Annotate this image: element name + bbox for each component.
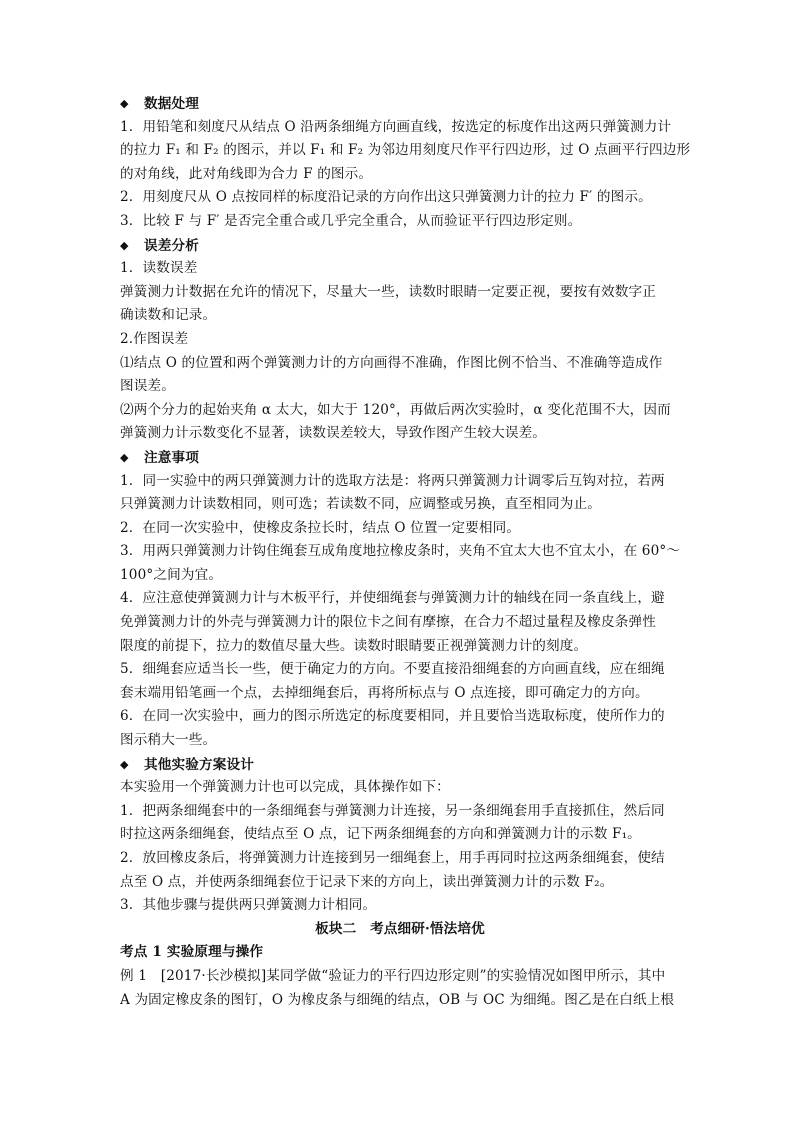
paragraph-line: 时拉这两条细绳套，使结点至 O 点，记下两条细绳套的方向和弹簧测力计的示数 F₁。 <box>120 826 641 843</box>
paragraph-line: 5．细绳套应适当长一些，便于确定力的方向。不要直接沿细绳套的方向画直线，应在细绳 <box>120 661 665 678</box>
paragraph-line: 的拉力 F₁ 和 F₂ 的图示，并以 F₁ 和 F₂ 为邻边用刻度尺作平行四边形，过 O 点画平行四边形 <box>120 142 691 159</box>
paragraph-line: 1．读数误差 <box>120 260 198 277</box>
paragraph-line: 图误差。 <box>120 378 175 395</box>
paragraph-line: 1．用铅笔和刻度尺从结点 O 沿两条细绳方向画直线，按选定的标度作出这两只弹簧测力计 <box>120 118 672 135</box>
paragraph-line: 的对角线，此对角线即为合力 F 的图示。 <box>120 165 373 182</box>
paragraph-line: 3．比较 F 与 F′ 是否完全重合或几乎完全重合，从而验证平行四边形定则。 <box>120 212 582 229</box>
paragraph-line: 例 1 [2017·长沙模拟]某同学做“验证力的平行四边形定则”的实验情况如图甲所示，其中 <box>120 967 666 984</box>
paragraph-line: 点至 O 点，并使两条细绳套位于记录下来的方向上，读出弹簧测力计的示数 F₂。 <box>120 873 614 890</box>
heading-text: 其他实验方案设计 <box>144 756 254 773</box>
paragraph-line: 100°之间为宜。 <box>120 566 223 583</box>
paragraph-line: 确读数和记录。 <box>120 307 217 324</box>
paragraph-line: 弹簧测力计数据在允许的情况下，尽量大一些，读数时眼睛一定要正视，要按有效数字正 <box>120 283 657 300</box>
diamond-bullet-icon: ◆ <box>120 97 129 110</box>
paragraph-line: 2．用刻度尺从 O 点按同样的标度沿记录的方向作出这只弹簧测力计的拉力 F′ 的图示。 <box>120 189 652 206</box>
diamond-bullet-icon: ◆ <box>120 238 129 252</box>
subsection-title: 考点 1 实验原理与操作 <box>120 944 264 961</box>
paragraph-line: 图示稍大一些。 <box>120 732 217 749</box>
heading-text: 误差分析 <box>144 237 199 254</box>
document-page <box>120 92 691 1012</box>
paragraph-line: ⑵两个分力的起始夹角 α 太大，如大于 120°，再做后两次实验时，α 变化范围不大，因而 <box>120 401 671 418</box>
section-heading <box>120 92 680 116</box>
section-heading <box>120 753 680 777</box>
paragraph-line: 套末端用铅笔画一个点，去掉细绳套后，再将所标点与 O 点连接，即可确定力的方向。 <box>120 684 649 701</box>
paragraph-line: 免弹簧测力计的外壳与弹簧测力计的限位卡之间有摩擦，在合力不超过量程及橡皮条弹性 <box>120 614 657 631</box>
paragraph-line: 2．放回橡皮条后，将弹簧测力计连接到另一细绳套上，用手再同时拉这两条细绳套，使结 <box>120 850 665 866</box>
paragraph-line: 3．其他步骤与提供两只弹簧测力计相同。 <box>120 897 377 914</box>
section-heading <box>120 234 680 258</box>
heading-text: 数据处理 <box>144 96 199 112</box>
paragraph-line: 6．在同一次实验中，画力的图示所选定的标度要相同，并且要恰当选取标度，使所作力的 <box>120 708 665 725</box>
paragraph-line: 2.作图误差 <box>120 330 189 347</box>
paragraph-line: 1．同一实验中的两只弹簧测力计的选取方法是：将两只弹簧测力计调零后互钩对拉，若两 <box>120 472 665 489</box>
paragraph-line: 本实验用一个弹簧测力计也可以完成，具体操作如下： <box>120 779 450 796</box>
paragraph-line: 3．用两只弹簧测力计钩住绳套互成角度地拉橡皮条时，夹角不宜太大也不宜太小，在 60°～ <box>120 543 681 560</box>
paragraph-line: A 为固定橡皮条的图钉，O 为橡皮条与细绳的结点，OB 与 OC 为细绳。图乙是在白纸上根 <box>120 991 675 1008</box>
diamond-bullet-icon: ◆ <box>120 450 129 464</box>
section-heading <box>120 446 680 470</box>
section-title: 板块二 考点细研·悟法培优 <box>315 920 485 937</box>
paragraph-line: ⑴结点 O 的位置和两个弹簧测力计的方向画得不准确，作图比例不恰当、不准确等造成作 <box>120 354 663 371</box>
paragraph-line: 2．在同一次实验中，使橡皮条拉长时，结点 O 位置一定要相同。 <box>120 519 521 536</box>
paragraph-line: 1．把两条细绳套中的一条细绳套与弹簧测力计连接，另一条细绳套用手直接抓住，然后同 <box>120 802 665 819</box>
heading-text: 注意事项 <box>144 449 199 466</box>
paragraph-line: 弹簧测力计示数变化不显著，读数误差较大，导致作图产生较大误差。 <box>120 425 547 442</box>
paragraph-line: 限度的前提下，拉力的数值尽量大些。读数时眼睛要正视弹簧测力计的刻度。 <box>120 637 588 654</box>
paragraph-line: 只弹簧测力计读数相同，则可选；若读数不同，应调整或另换，直至相同为止。 <box>120 496 602 513</box>
paragraph-line: 4．应注意使弹簧测力计与木板平行，并使细绳套与弹簧测力计的轴线在同一条直线上，避 <box>120 590 665 607</box>
diamond-bullet-icon: ◆ <box>120 757 129 771</box>
